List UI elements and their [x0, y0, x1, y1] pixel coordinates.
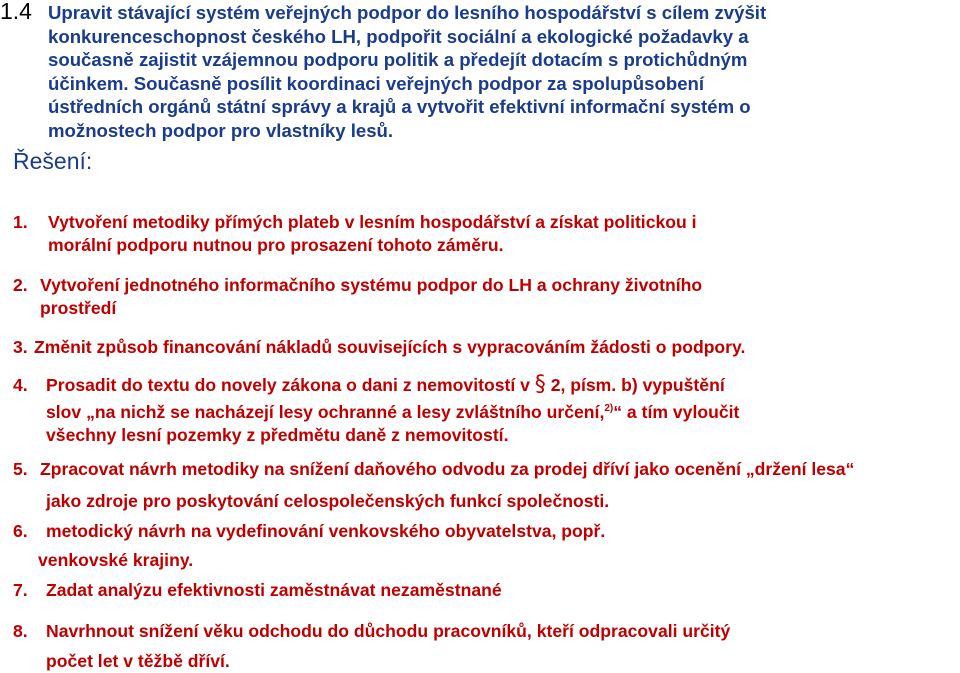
heading-line: současně zajistit vzájemnou podporu politik a předejít dotacím s protichůdným — [48, 49, 748, 70]
heading-line: konkurenceschopnost českého LH, podpořit sociální a ekologické požadavky a — [48, 25, 749, 47]
solution-title: Řešení: — [13, 148, 93, 174]
list-item: 6. metodický návrh na vydefinování venkovského obyvatelstva, popř. — [13, 521, 606, 541]
item-number: 3. — [13, 337, 28, 357]
footnote-ref: 2) — [604, 403, 614, 414]
goal-heading — [0, 0, 950, 142]
item-number: 4. — [13, 375, 28, 395]
heading-line: ústředních orgánů státní správy a krajů a vytvořit efektivní informační systém o — [48, 96, 751, 117]
heading-number: 1.4 — [0, 0, 32, 24]
heading-line: možnostech podpor pro vlastníky lesů. — [48, 119, 394, 141]
list-item-continuation: jako zdroje pro poskytování celospolečenských funkcí společnosti. — [46, 491, 610, 511]
section-sign: § — [534, 372, 546, 397]
item-number: 2. — [13, 275, 28, 295]
heading-line: 1.4 Upravit stávající systém veřejných podpor do lesního hospodářství s cílem zvýšit — [0, 0, 767, 24]
list-item: 4. Prosadit do textu do novely zákona o dani z nemovitostí v § 2, písm. b) vypuštění slov „na nichž se nacházejí lesy ochranné a lesy zvláštního určení,$^{2)}$“ a tím vyloučit všechny lesní pozemky z předmětu daně z nemovitostí. — [13, 372, 740, 445]
list-item: 8. Navrhnout snížení věku odchodu do důchodu pracovníků, kteří odpracovali určitý — [13, 621, 731, 641]
item-number: 1. — [13, 212, 28, 232]
list-item-continuation: venkovské krajiny. — [38, 550, 194, 570]
item-number: 7. — [13, 580, 28, 600]
item-number: 6. — [13, 521, 28, 541]
item-number: 8. — [13, 621, 28, 641]
list-item: 2. Vytvoření jednotného informačního systému podpor do LH a ochrany životního prostředí — [13, 275, 703, 318]
list-item: 7. Zadat analýzu efektivnosti zaměstnávat nezaměstnané — [13, 580, 502, 600]
list-item: 1. Vytvoření metodiky přímých plateb v lesním hospodářství a získat politickou i morální podporu nutnou pro prosazení tohoto záměru. — [13, 212, 697, 255]
list-item-continuation: počet let v těžbě dříví. — [46, 651, 230, 671]
list-item: 5. Zpracovat návrh metodiky na snížení daňového odvodu za prodej dříví jako ocenění „držení lesa“ — [13, 459, 855, 479]
heading-line: účinkem. Současně posílit koordinaci veřejných podpor za spolupůsobení — [48, 72, 705, 94]
list-item: 3. Změnit způsob financování nákladů souvisejících s vypracováním žádosti o podpory. — [13, 337, 746, 357]
item-number: 5. — [13, 459, 28, 479]
